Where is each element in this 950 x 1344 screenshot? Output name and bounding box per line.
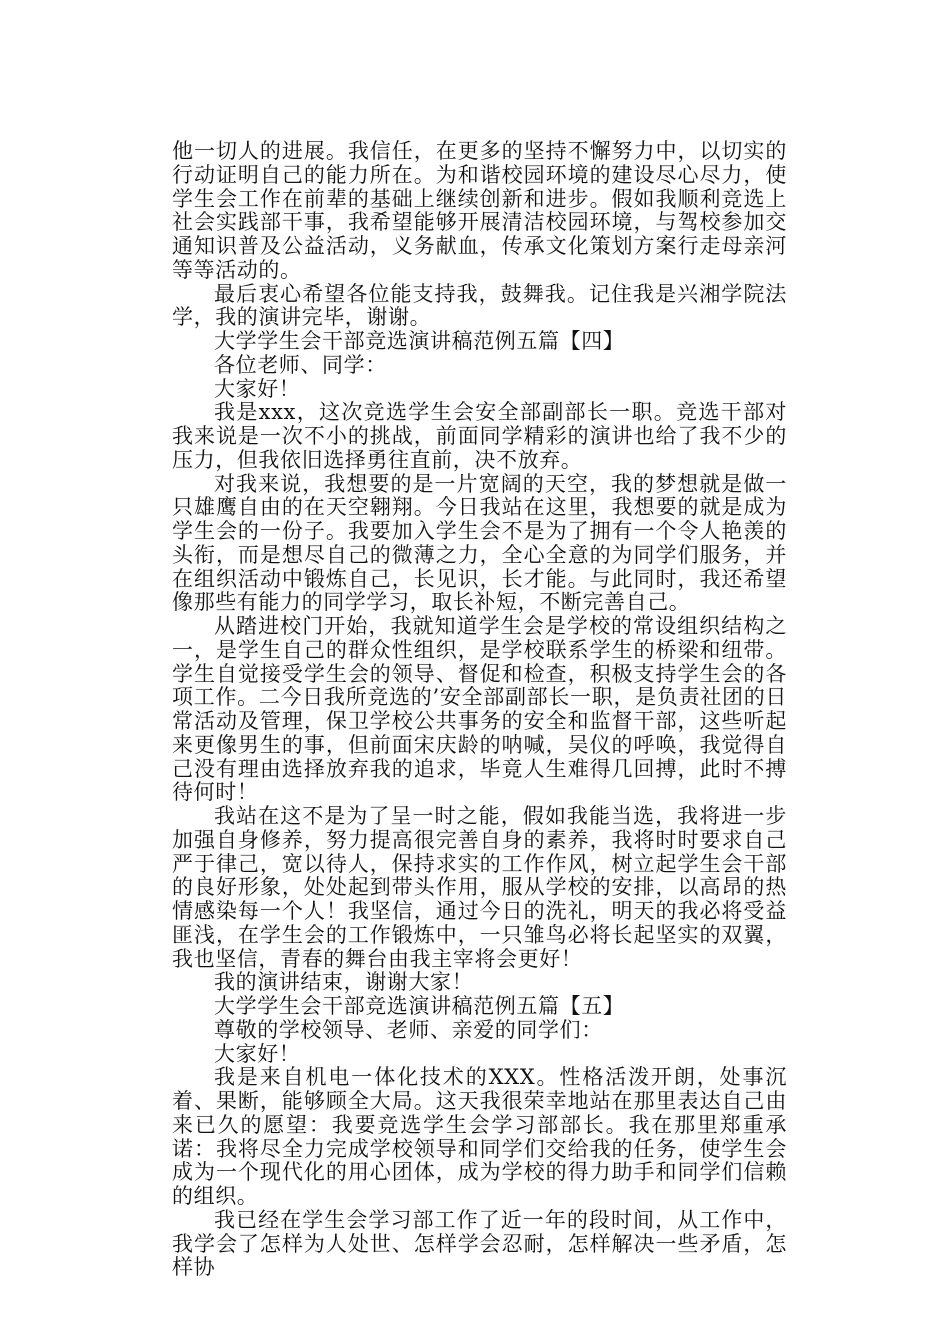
paragraph: 我已经在学生会学习部工作了近一年的段时间，从工作中，我学会了怎样为人处世、怎样学会忍耐，怎样解决一些矛盾，怎样协 [172, 1207, 787, 1280]
paragraph: 我站在这不是为了呈一时之能，假如我能当选，我将进一步加强自身修养，努力提高很完善自身的素养，我将时时要求自己严于律己，宽以待人，保持求实的工作作风，树立起学生会干部的良好形象，处处起到带头作用，服从学校的安排，以高昂的热情感染每一个人！我坚信，通过今日的洗礼，明天的我必将受益匪浅，在学生会的工作锻炼中，一只雏鸟必将长起坚实的双翼，我也坚信，青春的舞台由我主宰将会更好！ [172, 804, 787, 971]
greeting: 大家好！ [214, 1041, 301, 1066]
section-heading: 大学学生会干部竞选演讲稿范例五篇【五】 [214, 994, 625, 1018]
document-body [172, 140, 787, 1280]
closing-line: 我的演讲结束，谢谢大家！ [214, 970, 474, 995]
greeting: 大家好！ [214, 376, 301, 401]
paragraph: 他一切人的进展。我信任，在更多的坚持不懈努力中，以切实的行动证明自己的能力所在。为和谐校园环境的建设尽心尽力，使学生会工作在前辈的基础上继续创新和进步。假如我顺利竞选上社会实践部干事，我希望能够开展清洁校园环境，与驾校参加交通知识普及公益活动，义务献血，传承文化策划方案行走母亲河等等活动的。 [172, 139, 787, 282]
paragraph: 从踏进校门开始，我就知道学生会是学校的常设组织结构之一，是学生自己的群众性组织，是学校联系学生的桥梁和纽带。学生自觉接受学生会的领导、督促和检查，积极支持学生会的各项工作。二今日我所竞选的’安全部副部长一职，是负责社团的日常活动及管理，保卫学校公共事务的安全和监督干部，这些听起来更像男生的事，但前面宋庆龄的呐喊，吴仪的呼唤，我觉得自己没有理由选择放弃我的追求，毕竟人生难得几回搏，此时不搏待何时！ [172, 614, 787, 805]
paragraph: 对我来说，我想要的是一片宽阔的天空，我的梦想就是做一只雄鹰自由的在天空翱翔。今日我站在这里，我想要的就是成为学生会的一份子。我要加入学生会不是为了拥有一个令人艳羡的头衔，而是想尽自己的微薄之力，全心全意的为同学们服务，并在组织活动中锻炼自己，长见识，长才能。与此同时，我还希望像那些有能力的同学学习，取长补短，不断完善自己。 [172, 471, 787, 615]
paragraph: 我是xxx，这次竞选学生会安全部副部长一职。竞选干部对我来说是一次不小的挑战，前面同学精彩的演讲也给了我不少的压力，但我依旧选择勇往直前，决不放弃。 [172, 400, 787, 472]
paragraph: 最后衷心希望各位能支持我，鼓舞我。记住我是兴湘学院法学，我的演讲完毕，谢谢。 [172, 281, 787, 330]
section-heading: 大学学生会干部竞选演讲稿范例五篇【四】 [214, 329, 625, 353]
salutation: 尊敬的学校领导、老师、亲爱的同学们： [214, 1017, 603, 1042]
salutation: 各位老师、同学： [214, 352, 387, 377]
paragraph: 我是来自机电一体化技术的XXX。性格活泼开朗，处事沉着、果断，能够顾全大局。这天我很荣幸地站在那里表达自己由来已久的愿望：我要竞选学生会学习部部长。我在那里郑重承诺：我将尽全力完成学校领导和同学们交给我的任务，使学生会成为一个现代化的用心团体，成为学校的得力助手和同学们信赖的组织。 [172, 1065, 787, 1208]
